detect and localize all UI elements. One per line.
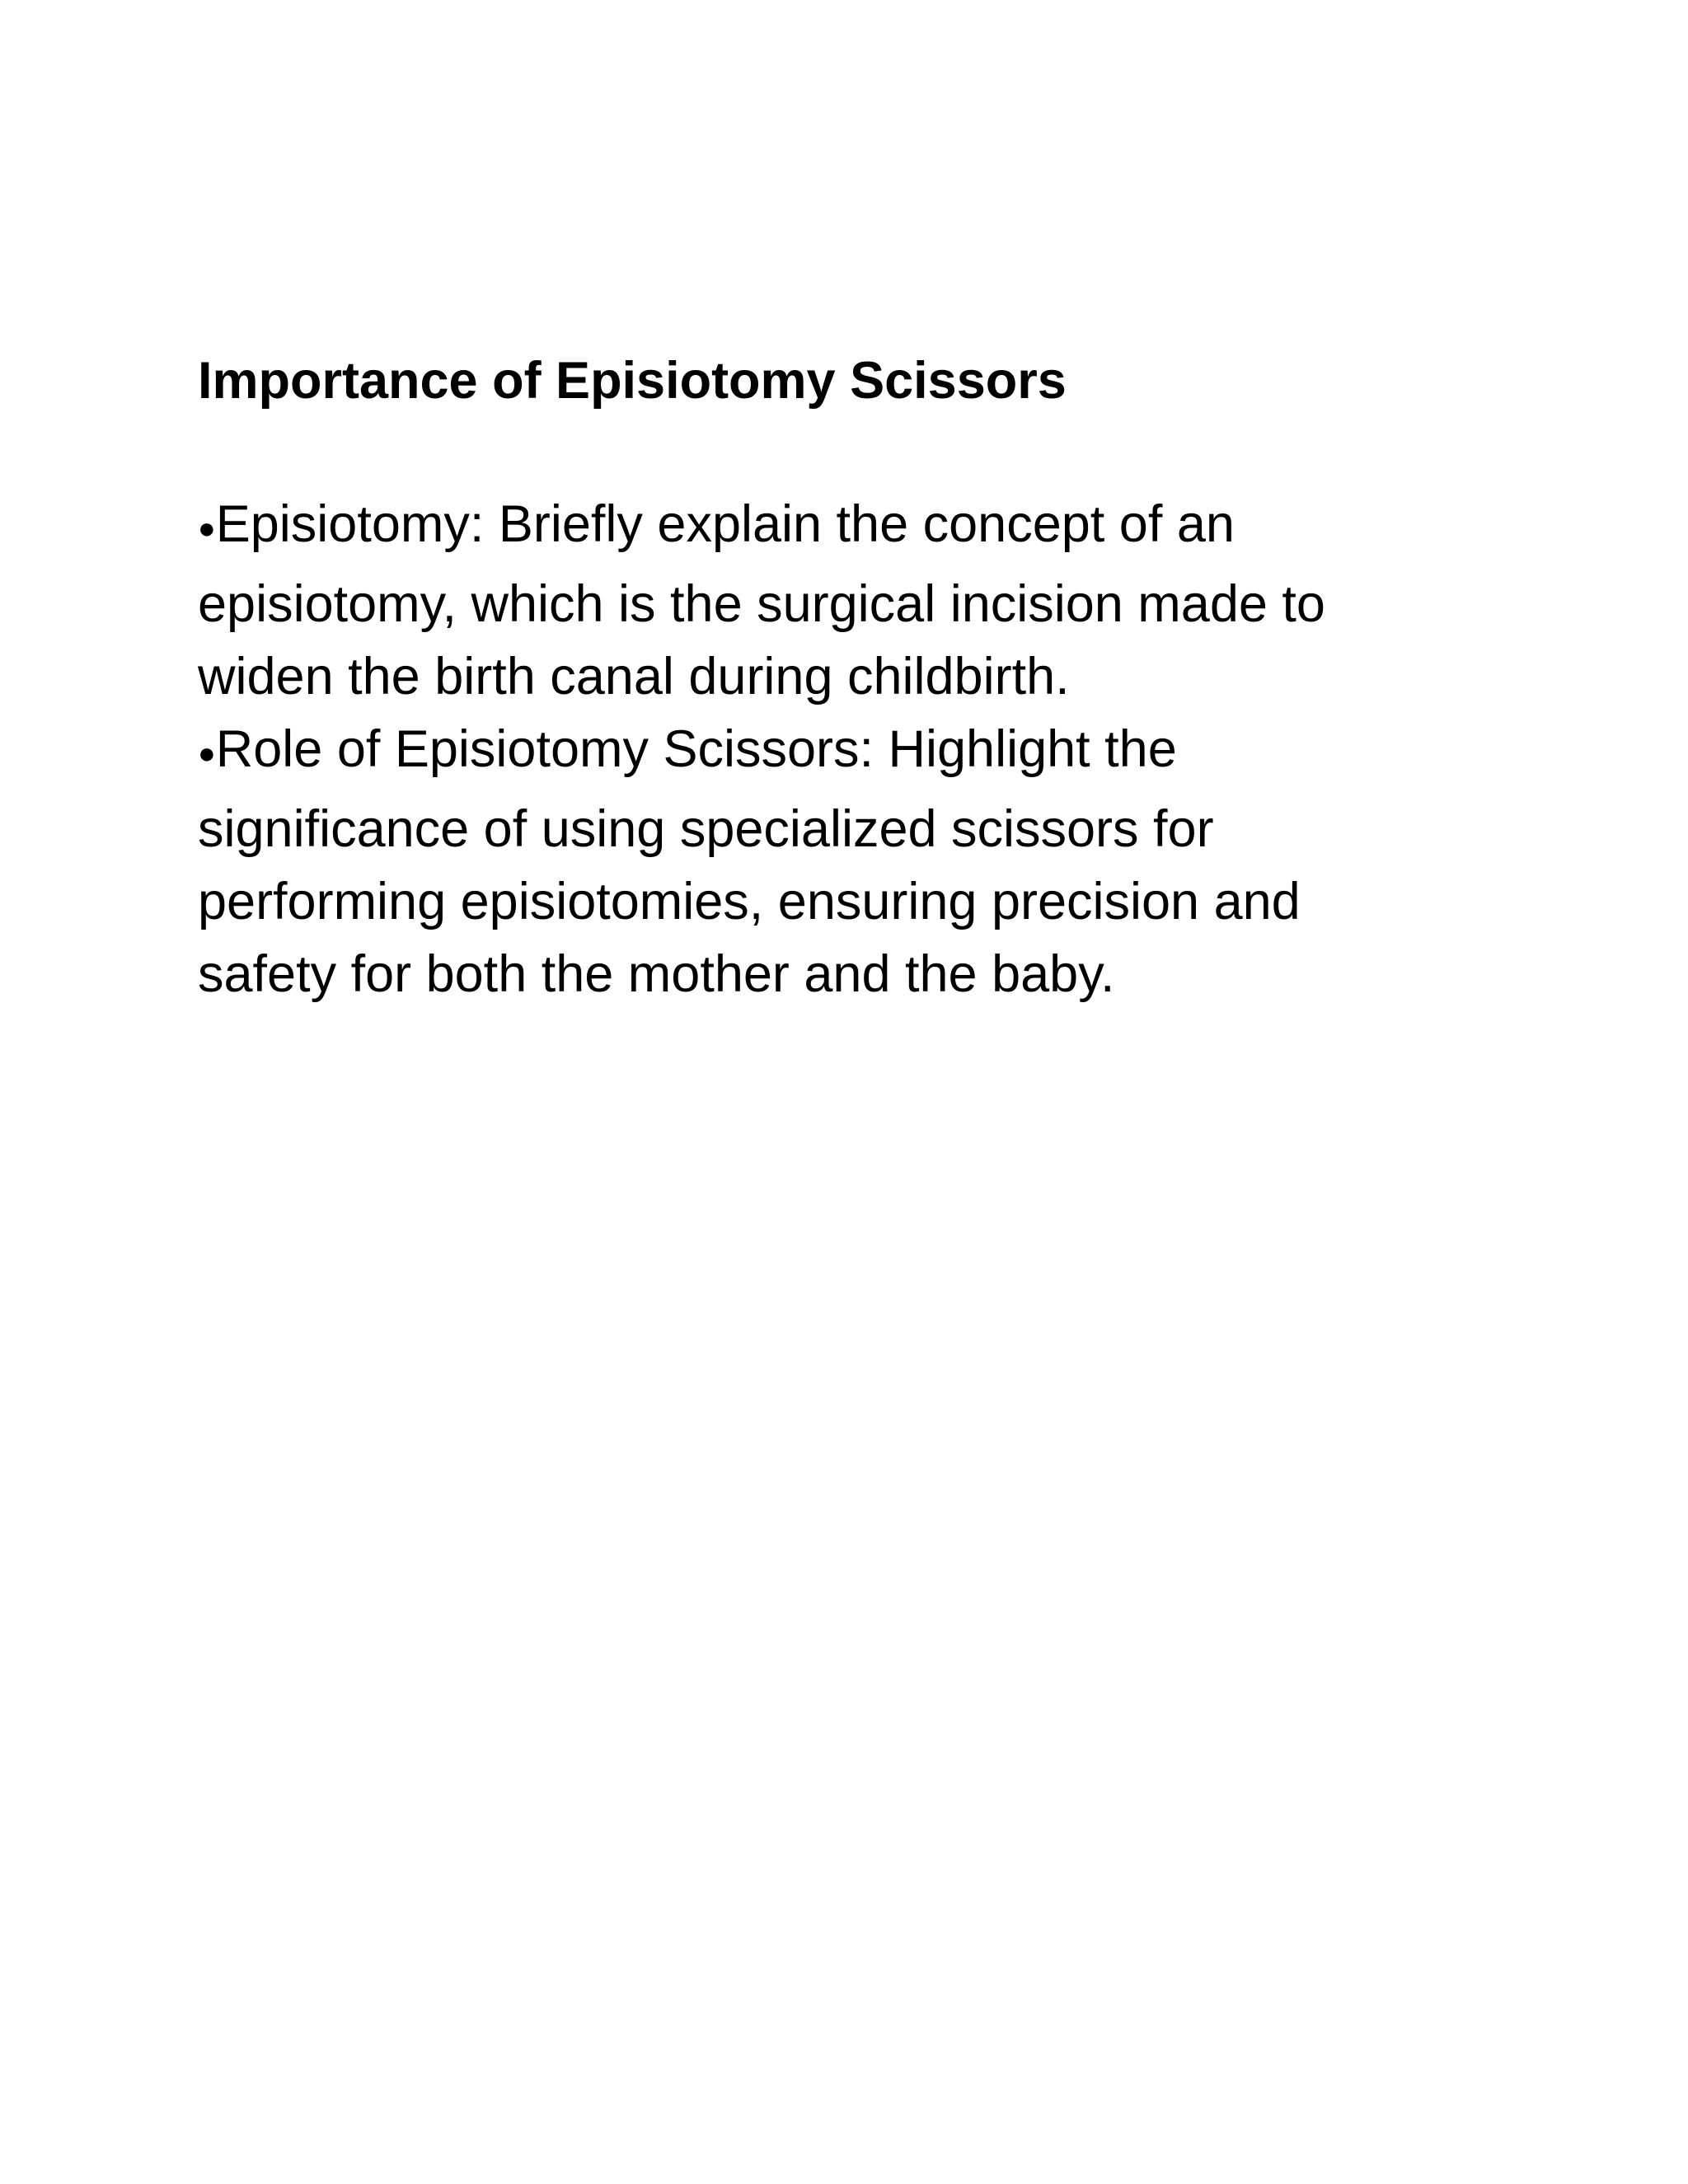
bullet-item [198,488,1451,713]
bullet-item [198,713,1451,1010]
bullet-list [198,488,1451,1010]
page-title: Importance of Episiotomy Scissors [198,352,1067,410]
document-content [198,344,1451,1010]
bullet-dot-icon: ● [198,511,216,545]
bullet-dot-icon: ● [198,736,216,770]
bullet-text: Role of Episiotomy Scissors: Highlight the significance of using specialized scissors for performing episiotomies, ensuring precision and safety for both the mother and the baby. [198,720,1301,1003]
bullet-text: Episiotomy: Briefly explain the concept of an episiotomy, which is the surgical incision made to widen the birth canal during childbirth. [198,495,1325,705]
